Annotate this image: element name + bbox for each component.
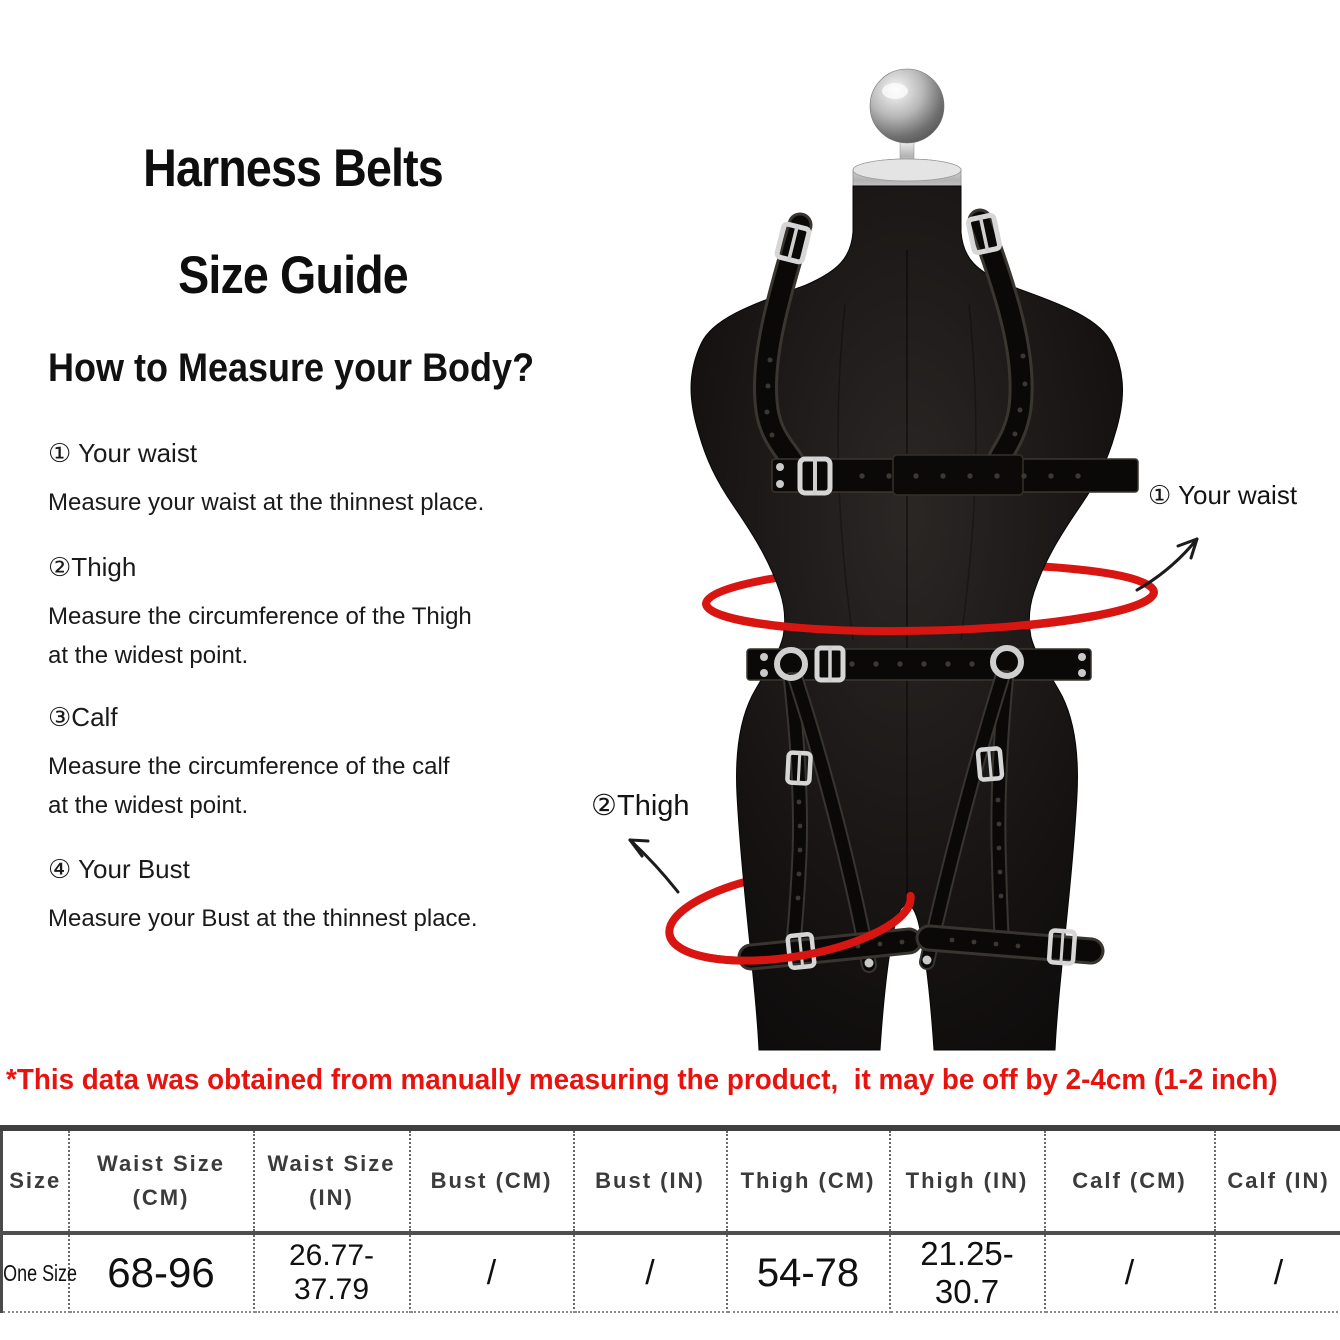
header-thigh-in: Thigh (IN) (890, 1128, 1045, 1233)
header-bust-cm: Bust (CM) (410, 1128, 574, 1233)
instruction-text: Measure your waist at the thinnest place. (48, 489, 485, 516)
table-header-row (2, 1128, 1340, 1233)
header-bust-in: Bust (IN) (574, 1128, 727, 1233)
cell-calf-cm: / (1045, 1233, 1215, 1312)
instruction-thigh (48, 552, 472, 675)
instruction-bust (48, 854, 478, 938)
header-calf-cm: Calf (CM) (1045, 1128, 1215, 1233)
cell-calf-in: / (1215, 1233, 1340, 1312)
header-waist-in: Waist Size (IN) (254, 1128, 410, 1233)
instruction-label: ②Thigh (48, 552, 137, 582)
instruction-text: Measure the circumference of the Thigh (48, 603, 472, 630)
header-size: Size (2, 1128, 69, 1233)
cell-bust-in: / (574, 1233, 727, 1312)
size-table (0, 1125, 1340, 1313)
annotation-waist: ① Your waist (1148, 480, 1298, 510)
header-calf-in: Calf (IN) (1215, 1128, 1340, 1233)
annotation-thigh: ②Thigh (591, 790, 690, 822)
mannequin-neck-finial (853, 69, 961, 197)
header-waist-cm: Waist Size (CM) (69, 1128, 254, 1233)
page-title: Harness Belts (143, 139, 443, 198)
title-block (88, 138, 498, 306)
header-thigh-cm: Thigh (CM) (727, 1128, 890, 1233)
instruction-label: ④ Your Bust (48, 854, 190, 884)
cell-bust-cm: / (410, 1233, 574, 1312)
cell-waist-cm: 68-96 (69, 1233, 254, 1312)
instruction-text: at the widest point. (48, 792, 249, 819)
cell-thigh-cm: 54-78 (727, 1233, 890, 1312)
instruction-text: Measure your Bust at the thinnest place. (48, 905, 478, 932)
measurement-note: *This data was obtained from manually measuring the product, it may be off by 2-4cm (1-2 inch) (6, 1064, 1278, 1096)
cell-thigh-in: 21.25-30.7 (890, 1233, 1045, 1312)
page-subtitle: Size Guide (178, 246, 408, 305)
instruction-text: at the widest point. (48, 642, 249, 669)
instruction-label: ③Calf (48, 702, 118, 732)
instruction-waist (48, 438, 484, 522)
instruction-label: ① Your waist (48, 438, 198, 468)
table-row (2, 1233, 1340, 1312)
mannequin-photo (560, 40, 1300, 1070)
cell-waist-in: 26.77-37.79 (254, 1233, 410, 1312)
section-heading: How to Measure your Body? (48, 346, 535, 390)
instruction-calf (48, 702, 450, 825)
instruction-text: Measure the circumference of the calf (48, 753, 450, 780)
cell-size: One Size (2, 1233, 54, 1312)
